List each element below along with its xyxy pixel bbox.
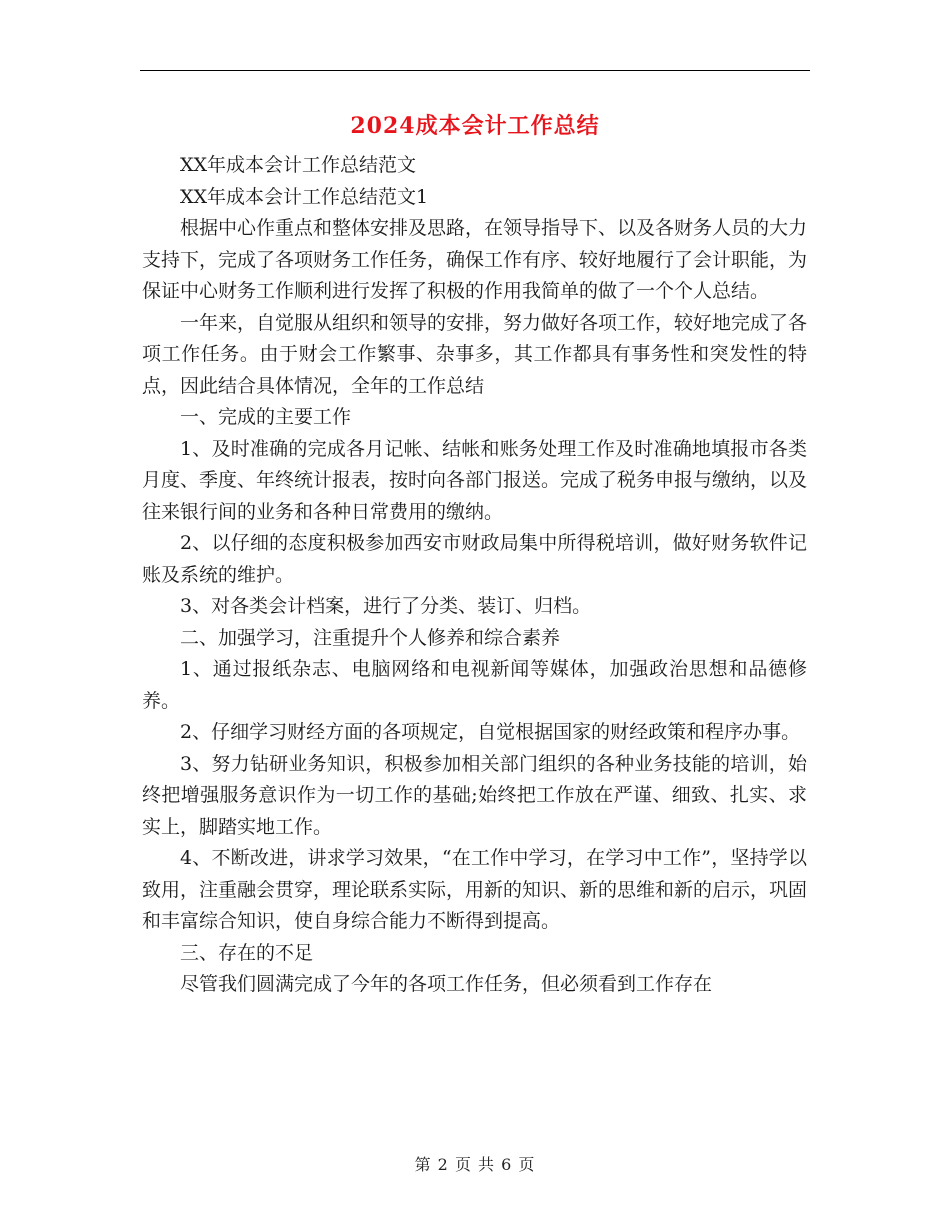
section-heading: 一、完成的主要工作 (180, 406, 352, 428)
paragraph: XX年成本会计工作总结范文1 (180, 185, 429, 208)
paragraph: 1、及时准确的完成各月记帐、结帐和账务处理工作及时准确地填报市各类月度、季度、年终统计报表，按时向各部门报送。完成了税务申报与缴纳，以及往来银行间的业务和各种日常费用的缴纳。 (142, 437, 808, 523)
page-number-footer: 第 2 页 共 6 页 (414, 1155, 536, 1174)
paragraph: 1、通过报纸杂志、电脑网络和电视新闻等媒体，加强政治思想和品德修养。 (142, 658, 807, 712)
section-heading: 三、存在的不足 (180, 941, 314, 964)
paragraph: 根据中心作重点和整体安排及思路，在领导指导下、以及各财务人员的大力支持下，完成了各项财务工作任务，确保工作有序、较好地履行了会计职能，为保证中心财务工作顺利进行发挥了积极的作用我简单的做了一个个人总结。 (142, 217, 808, 302)
paragraph: 3、努力钻研业务知识，积极参加相关部门组织的各种业务技能的培训，始终把增强服务意识作为一切工作的基础;始终把工作放在严谨、细致、扎实、求实上，脚踏实地工作。 (142, 752, 807, 838)
paragraph: 3、对各类会计档案，进行了分类、装订、归档。 (180, 595, 592, 617)
paragraph: 尽管我们圆满完成了今年的各项工作任务，但必须看到工作存在 (180, 973, 713, 995)
document-title: 2024成本会计工作总结 (350, 113, 600, 139)
paragraph: 一年来，自觉服从组织和领导的安排，努力做好各项工作，较好地完成了各项工作任务。由于财会工作繁事、杂事多，其工作都具有事务性和突发性的特点，因此结合具体情况，全年的工作总结 (142, 311, 808, 397)
paragraph: XX年成本会计工作总结范文 (180, 154, 417, 176)
paragraph: 2、仔细学习财经方面的各项规定，自觉根据国家的财经政策和程序办事。 (180, 721, 801, 743)
paragraph: 2、以仔细的态度积极参加西安市财政局集中所得税培训，做好财务软件记账及系统的维护。 (142, 532, 807, 586)
paragraph: 4、不断改进，讲求学习效果，“在工作中学习，在学习中工作”，坚持学以致用，注重融会贯穿，理论联系实际，用新的知识、新的思维和新的启示，巩固和丰富综合知识，使自身综合能力不断得到提高。 (142, 847, 808, 932)
section-heading: 二、加强学习，注重提升个人修养和综合素养 (180, 626, 561, 649)
header-rule (140, 70, 810, 71)
document-body (142, 150, 807, 1001)
